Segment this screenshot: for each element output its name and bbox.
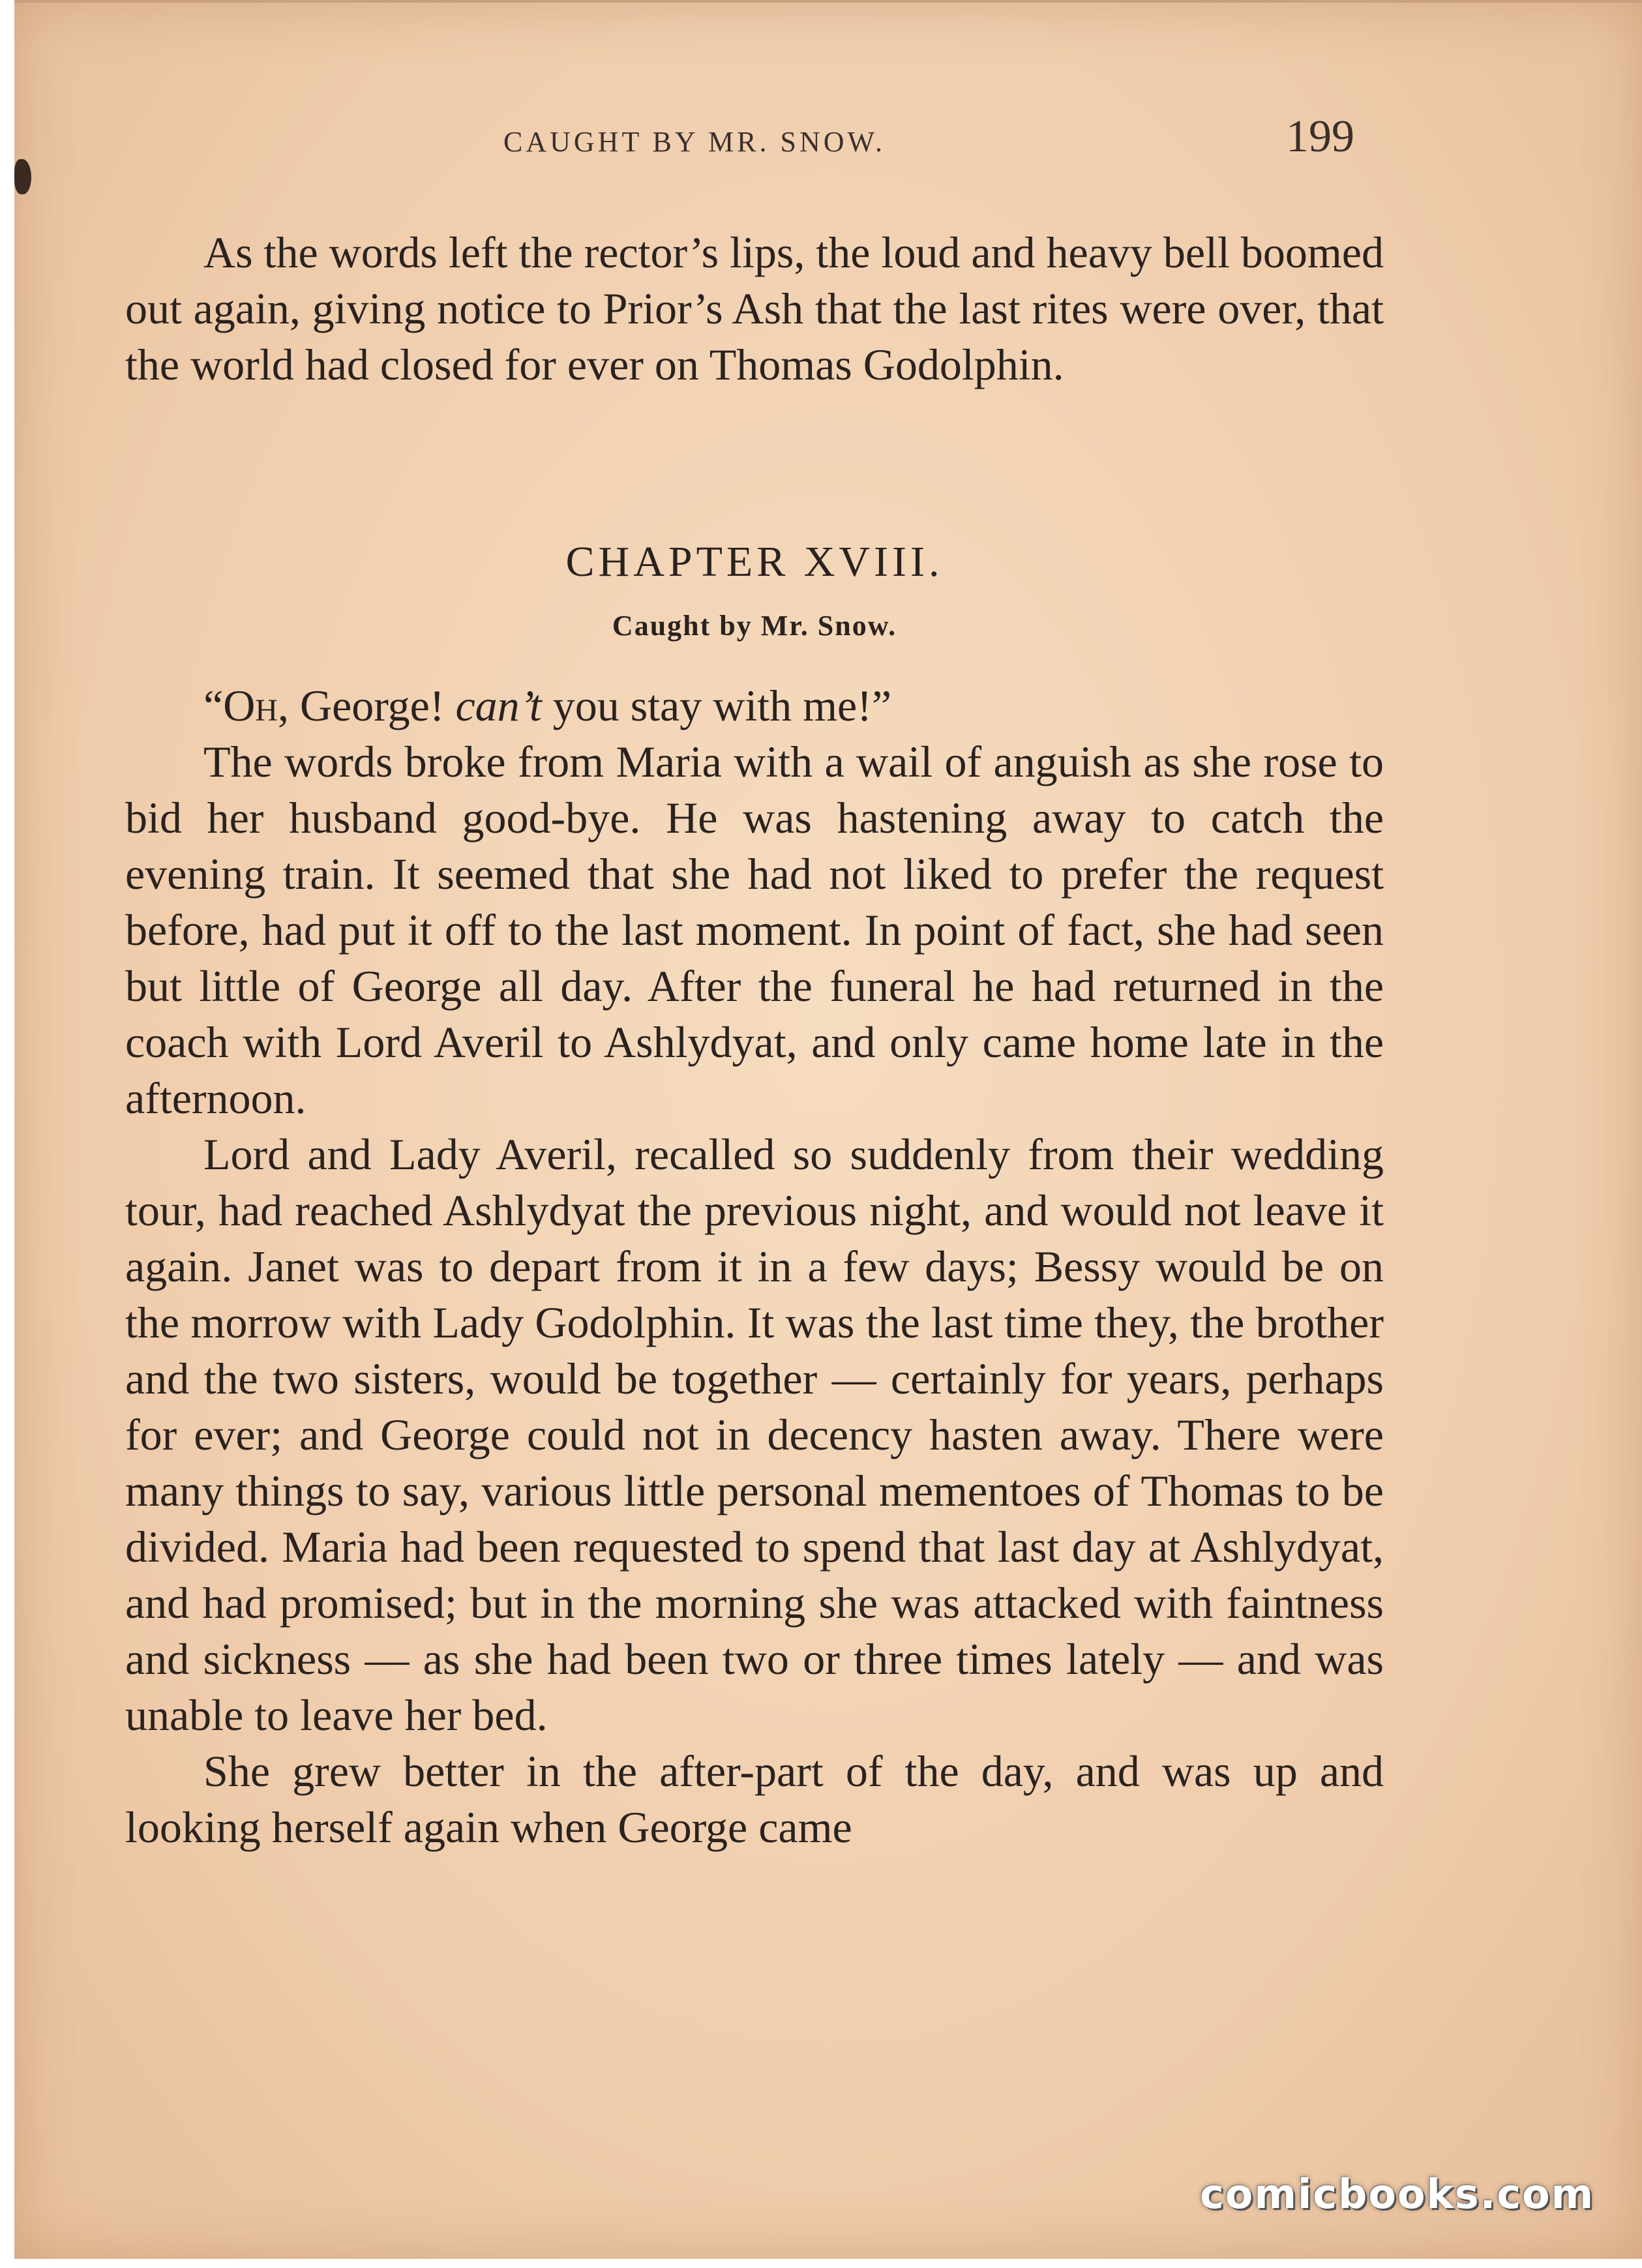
- opening-quote: [125, 678, 1384, 734]
- quote-open-mark: “: [203, 681, 224, 730]
- quote-emphasis: can’t: [455, 681, 542, 730]
- page-number: 199: [1286, 112, 1354, 162]
- body-paragraph-3: She grew better in the after-part of the day, and was up and looking herself again when George came: [125, 1746, 1384, 1852]
- opening-text-block: [125, 224, 1384, 393]
- quote-rest: you stay with me!”: [541, 681, 892, 730]
- watermark-logo: comicbooks.com: [1200, 2170, 1595, 2218]
- chapter-body: [125, 678, 1384, 1855]
- book-page: [14, 0, 1642, 2259]
- chapter-subtitle: Caught by Mr. Snow.: [612, 610, 897, 642]
- quote-after-first: , George!: [277, 681, 456, 730]
- running-head: CAUGHT BY MR. SNOW.: [503, 126, 886, 158]
- body-paragraph-2: Lord and Lady Averil, recalled so suddenly from their wedding tour, had reached Ashlydyat the previous night, and would not leave it again. Janet was to depart from it in a few days; Bessy would be on the morrow with Lady Godolphin. It was the last time they, the brother and the two sisters, would be together — certainly for years, perhaps for ever; and George could not in decency hasten away. There were many things to say, various little personal mementoes of Thomas to be divided. Maria had been requested to spend that last day at Ashlydyat, and had promised; but in the morning she was attacked with faintness and sickness — as she had been two or three times lately — and was unable to leave her bed.: [125, 1129, 1384, 1740]
- body-paragraph-1: The words broke from Maria with a wail of anguish as she rose to bid her husband good-bye. He was hastening away to catch the evening train. It seemed that she had not liked to prefer the request before, had put it off to the last moment. In point of fact, she had seen but little of George all day. After the funeral he had returned in the coach with Lord Averil to Ashlydyat, and only came home late in the afternoon.: [125, 737, 1384, 1123]
- quote-first-word: Oh: [223, 681, 278, 730]
- page-header: [14, 107, 1642, 172]
- opening-paragraph: As the words left the rector’s lips, the loud and heavy bell boomed out again, giving notice to Prior’s Ash that the last rites were over, that the world had closed for ever on Thomas Godolphin.: [125, 228, 1384, 389]
- chapter-title: CHAPTER XVIII.: [565, 538, 944, 586]
